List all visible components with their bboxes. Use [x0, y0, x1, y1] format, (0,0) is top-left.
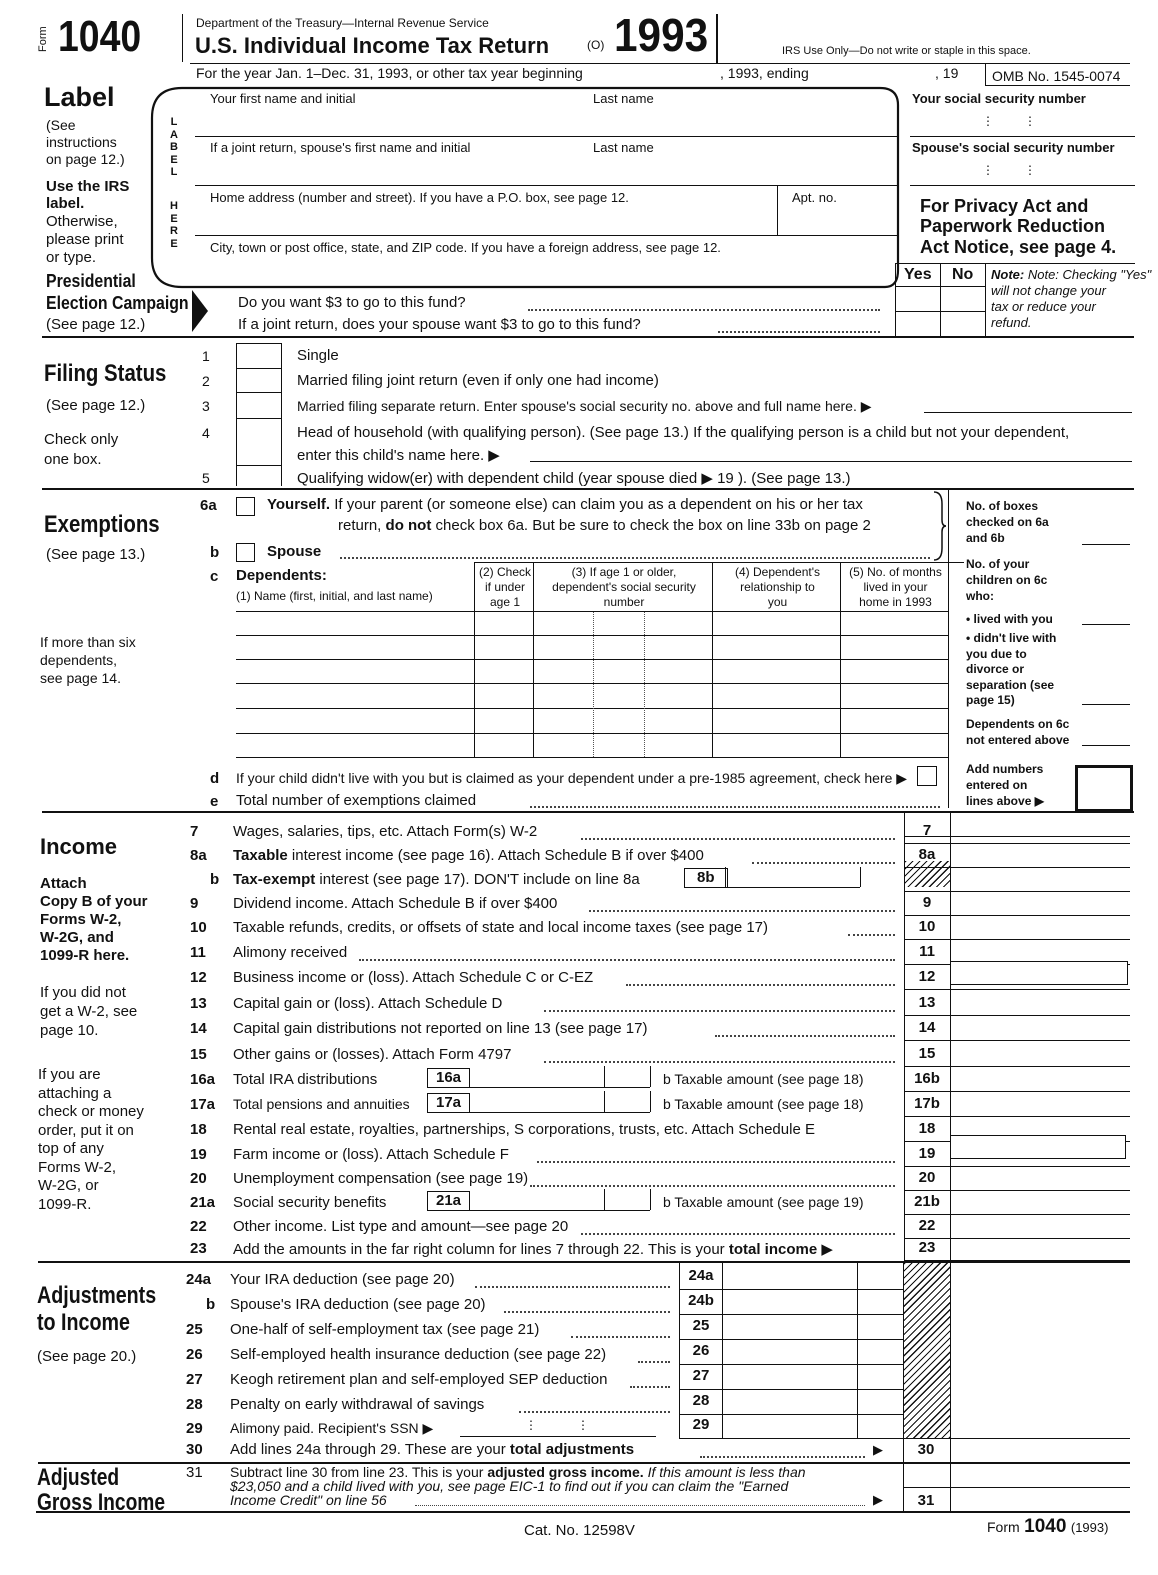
privacy-line-1: For Privacy Act and	[920, 196, 1089, 216]
income-line-text: Alimony received	[233, 944, 348, 961]
box-31: 31	[917, 1492, 935, 1509]
income-line-num: 16a	[190, 1071, 216, 1088]
adj-box-28: 28	[692, 1392, 710, 1409]
line-6d-num: d	[210, 770, 220, 787]
adj-box-27: 27	[692, 1367, 710, 1384]
income-line-text: Other gains or (losses). Attach Form 4797	[233, 1046, 512, 1063]
filing-num-4: 4	[202, 425, 210, 441]
income-line-text: Wages, salaries, tips, etc. Attach Form(s) W-2	[233, 823, 538, 840]
income-line-num: 13	[190, 995, 207, 1012]
line-6e-text: Total number of exemptions claimed	[236, 792, 477, 809]
adj-box-29: 29	[692, 1416, 710, 1433]
income-line-text: Add the amounts in the far right column for lines 7 through 22. This is your total income ▶	[233, 1241, 833, 1258]
income-line-text: Total pensions and annuities	[233, 1096, 410, 1112]
home-address-label: Home address (number and street). If you have a P.O. box, see page 12.	[210, 190, 629, 205]
pre1985-checkbox[interactable]	[917, 766, 937, 786]
adj-box-26: 26	[692, 1342, 710, 1359]
amount-field[interactable]	[951, 844, 1129, 866]
election-note-1: Note: Note: Checking "Yes"	[991, 267, 1152, 282]
label-on-page: on page 12.)	[46, 151, 125, 167]
line-6d-text: If your child didn't live with you but is claimed as your dependent under a pre-1985 agreement, check here ▶	[236, 770, 908, 786]
adjustments-heading-1: Adjustments	[37, 1282, 157, 1309]
filing-child-name: enter this child's name here. ▶	[297, 447, 500, 464]
amount-field[interactable]	[951, 916, 1129, 938]
line-6e-num: e	[210, 793, 219, 810]
no-w2-note: If you did not get a W-2, see page 10.	[40, 984, 138, 1039]
amount-field[interactable]	[951, 1068, 1129, 1090]
line-6b-num: b	[210, 544, 220, 561]
election-heading-2: Election Campaign	[46, 293, 189, 313]
adj-line-text: Add lines 24a through 29. These are your total adjustments	[230, 1441, 635, 1458]
taxable-amount-label: b Taxable amount (see page 18)	[663, 1071, 864, 1087]
box-8a: 8a	[918, 846, 936, 863]
income-line-num: 15	[190, 1046, 207, 1063]
total-exemptions-box[interactable]	[1075, 765, 1133, 812]
election-note-2: will not change your	[991, 283, 1106, 298]
dependents-label: Dependents:	[236, 567, 327, 584]
apt-no-label: Apt. no.	[792, 190, 837, 205]
or-type: or type.	[46, 249, 97, 266]
adj-amount-field[interactable]	[723, 1267, 856, 1289]
amount-field[interactable]	[951, 1215, 1129, 1237]
income-line-text: Rental real estate, royalties, partnerships, S corporations, trusts, etc. Attach Schedule E	[233, 1121, 815, 1138]
privacy-line-3: Act Notice, see page 4.	[920, 237, 1117, 257]
your-ssn-label: Your social security number	[912, 91, 1086, 106]
agi-heading-1: Adjusted	[37, 1464, 120, 1491]
income-line-num: 8a	[190, 847, 207, 864]
income-line-text: Social security benefits	[233, 1194, 387, 1211]
income-line-text: Total IRA distributions	[233, 1071, 378, 1088]
box-19: 19	[918, 1145, 936, 1162]
adj-amount-field[interactable]	[723, 1367, 856, 1389]
taxable-amount-label: b Taxable amount (see page 18)	[663, 1096, 864, 1112]
year-line-b: , 1993, ending	[720, 65, 809, 81]
filing-num-2: 2	[202, 373, 210, 389]
income-line-num: 12	[190, 969, 207, 986]
filing-single[interactable]: Single	[297, 347, 339, 364]
exemptions-see: (See page 13.)	[46, 546, 146, 563]
more-dependents-3: see page 14.	[40, 670, 121, 686]
adj-amount-field[interactable]	[723, 1342, 856, 1364]
adj-line-text: Alimony paid. Recipient's SSN ▶	[230, 1420, 434, 1436]
inner-21a: 21a	[427, 1191, 470, 1211]
election-see: (See page 12.)	[46, 316, 146, 333]
adj-line-num: 29	[186, 1420, 203, 1437]
income-line-num: 14	[190, 1020, 207, 1037]
amount-field[interactable]	[951, 1093, 1129, 1115]
box-18: 18	[918, 1120, 936, 1137]
use-irs-label-2: label.	[46, 195, 85, 212]
inner-16a: 16a	[427, 1068, 470, 1088]
amount-field[interactable]	[951, 892, 1129, 914]
box-16b: 16b	[914, 1070, 940, 1087]
tax-year: 1993	[614, 9, 709, 61]
yes-header: Yes	[904, 266, 932, 283]
amount-field[interactable]	[951, 941, 1129, 963]
adj-line-num: 24a	[186, 1271, 212, 1288]
more-dependents-2: dependents,	[40, 652, 118, 668]
box-9: 9	[922, 894, 932, 911]
box-23: 23	[918, 1239, 936, 1256]
attach-check-note: If you are attaching a check or money order, put it on top of any Forms W-2, W-2G, or 1099-R.	[38, 1066, 144, 1213]
adj-line-text: Spouse's IRA deduction (see page 20)	[230, 1296, 486, 1313]
box-11: 11	[919, 943, 935, 960]
filing-num-1: 1	[202, 348, 210, 364]
label-vertical-text: L A B E L	[170, 116, 178, 178]
income-line-num: 23	[190, 1240, 207, 1257]
election-heading-1: Presidential	[46, 271, 136, 291]
income-line-num: 21a	[190, 1194, 216, 1211]
adj-line-num: b	[206, 1296, 216, 1313]
arrow-right-icon: ▶	[873, 1442, 883, 1457]
side-didnt-live: • didn't live with you due to divorce or separation (see page 15)	[966, 631, 1057, 707]
form-title: U.S. Individual Income Tax Return	[195, 33, 550, 58]
dependents-col2: (2) Check if under age 1	[478, 565, 531, 609]
box-7: 7	[922, 822, 932, 839]
spouse-ssn-label: Spouse's social security number	[912, 140, 1115, 155]
dependents-col1: (1) Name (first, initial, and last name)	[236, 589, 433, 603]
inner-17a: 17a	[427, 1093, 470, 1113]
form-code: (O)	[587, 38, 605, 52]
ssn-separators: ⋮⋮	[982, 114, 1066, 128]
agi-line-2: $23,050 and a child lived with you, see page EIC-1 to find out if you can claim the "Earned	[230, 1478, 789, 1494]
side-children: No. of your children on 6c who:	[966, 557, 1048, 603]
income-line-num: 10	[190, 919, 207, 936]
side-add-numbers: Add numbers entered on lines above ▶	[966, 762, 1044, 808]
income-line-num: 9	[190, 895, 199, 912]
check-only-1: Check only	[44, 431, 119, 448]
dependents-col4: (4) Dependent's relationship to you	[734, 565, 820, 609]
line-6a-num: 6a	[200, 497, 217, 514]
adj-box-24a: 24a	[688, 1267, 714, 1284]
adj-amount-field[interactable]	[723, 1292, 856, 1314]
use-irs-label-1: Use the IRS	[46, 178, 130, 195]
box-13: 13	[918, 994, 936, 1011]
income-line-num: b	[210, 871, 220, 888]
hatched-area	[905, 861, 950, 887]
adj-amount-field[interactable]	[723, 1392, 856, 1414]
spouse-checkbox[interactable]	[236, 543, 255, 562]
filing-num-5: 5	[202, 470, 210, 486]
income-line-text: Unemployment compensation (see page 19)	[233, 1170, 529, 1187]
adj-line-text: Keogh retirement plan and self-employed SEP deduction	[230, 1371, 608, 1388]
income-line-text: Capital gain or (loss). Attach Schedule D	[233, 995, 503, 1012]
joint-first-name-label: If a joint return, spouse's first name and initial	[210, 140, 471, 155]
income-line-text: Business income or (loss). Attach Schedule C or C-EZ	[233, 969, 594, 986]
adj-box-25: 25	[692, 1317, 710, 1334]
more-dependents-1: If more than six	[40, 634, 136, 650]
label-instructions: instructions	[46, 134, 117, 150]
amount-field[interactable]	[951, 1167, 1129, 1189]
filing-head-household[interactable]: Head of household (with qualifying person). (See page 13.) If the qualifying person is a child but not your dependent,	[297, 424, 1070, 441]
otherwise: Otherwise,	[46, 213, 118, 230]
omb-number: OMB No. 1545-0074	[992, 68, 1121, 84]
income-line-text: Tax-exempt interest (see page 17). DON'T include on line 8a	[233, 871, 640, 888]
adj-box-24b: 24b	[688, 1292, 714, 1309]
election-question-2: If a joint return, does your spouse want $3 to go to this fund?	[238, 316, 641, 333]
yourself-line: Yourself. If your parent (or someone else) can claim you as a dependent on his or her tax	[267, 496, 863, 513]
attach-copy-b: Attach Copy B of your Forms W-2, W-2G, and 1099-R here.	[40, 875, 148, 964]
box-21b: 21b	[914, 1193, 940, 1210]
election-note-3: tax or reduce your	[991, 299, 1096, 314]
irs-use-only: IRS Use Only—Do not write or staple in this space.	[782, 45, 1031, 57]
department: Department of the Treasury—Internal Revenue Service	[196, 16, 489, 30]
privacy-line-2: Paperwork Reduction	[920, 216, 1106, 236]
agi-line-3: Income Credit" on line 56	[230, 1492, 387, 1508]
box-20: 20	[918, 1169, 936, 1186]
label-heading: Label	[44, 82, 115, 112]
box-14: 14	[918, 1019, 936, 1036]
line-12-extra	[950, 961, 1128, 985]
election-note-4: refund.	[991, 315, 1032, 330]
spouse-label: Spouse	[267, 543, 322, 560]
income-heading: Income	[40, 834, 118, 859]
income-line-num: 19	[190, 1146, 207, 1163]
adj-line-num: 26	[186, 1346, 203, 1363]
adj-line-num: 28	[186, 1396, 203, 1413]
box-30: 30	[917, 1441, 935, 1458]
year-line-c: , 19	[935, 65, 959, 81]
line-19-extra	[950, 1135, 1126, 1159]
taxable-amount-label: b Taxable amount (see page 19)	[663, 1194, 864, 1210]
agi-arrow: ▶	[873, 1492, 883, 1507]
line-6c-num: c	[210, 568, 219, 585]
filing-status-heading: Filing Status	[44, 360, 167, 387]
yourself-checkbox[interactable]	[236, 497, 255, 516]
filing-see: (See page 12.)	[46, 397, 146, 414]
amount-field[interactable]	[951, 1017, 1129, 1039]
income-line-text: Capital gain distributions not reported on line 13 (see page 17)	[233, 1020, 648, 1037]
arrow-right-icon	[192, 290, 210, 332]
agi-num: 31	[186, 1464, 203, 1481]
adjustments-heading-2: to Income	[37, 1309, 130, 1336]
label-see: (See	[46, 117, 76, 133]
agi-heading-2: Gross Income	[37, 1489, 166, 1516]
adj-line-num: 30	[186, 1441, 203, 1458]
exemptions-heading: Exemptions	[44, 511, 160, 538]
adj-line-text: Penalty on early withdrawal of savings	[230, 1396, 485, 1413]
inner-8b: 8b	[684, 868, 728, 888]
income-line-text: Other income. List type and amount—see page 20	[233, 1218, 569, 1235]
filing-widower[interactable]: Qualifying widow(er) with dependent child (year spouse died ▶ 19 ). (See page 13.)	[297, 470, 851, 487]
filing-separate[interactable]: Married filing separate return. Enter spouse's social security no. above and full name here. ▶	[297, 398, 872, 414]
adj-amount-field[interactable]	[723, 1416, 856, 1438]
amount-field[interactable]	[951, 1043, 1129, 1065]
box-22: 22	[918, 1217, 936, 1234]
box-10: 10	[918, 918, 936, 935]
form-label: Form	[37, 26, 49, 52]
form-number: 1040	[58, 12, 142, 61]
income-line-num: 11	[190, 944, 206, 961]
income-line-num: 7	[190, 823, 199, 840]
adj-line-text: One-half of self-employment tax (see page 21)	[230, 1321, 540, 1338]
income-line-num: 22	[190, 1218, 207, 1235]
dependent-ssn-separators	[593, 612, 645, 757]
recipient-ssn-separators: ⋮⋮	[525, 1418, 629, 1432]
no-header: No	[952, 266, 974, 283]
income-line-text: Taxable interest income (see page 16). Attach Schedule B if over $400	[233, 847, 704, 864]
catalog-number: Cat. No. 12598V	[524, 1522, 635, 1539]
brace-icon	[932, 490, 948, 562]
income-line-num: 20	[190, 1170, 207, 1187]
agi-line-1: Subtract line 30 from line 23. This is your adjusted gross income. If this amount is less than	[230, 1464, 806, 1480]
amount-field[interactable]	[951, 1237, 1129, 1259]
election-yes-checkbox[interactable]	[896, 288, 938, 310]
check-only-2: one box.	[44, 451, 102, 468]
dependents-col5: (5) No. of months lived in your home in 1993	[849, 565, 942, 609]
income-line-num: 18	[190, 1121, 207, 1138]
amount-field[interactable]	[951, 1191, 1129, 1213]
adj-line-text: Self-employed health insurance deduction (see page 22)	[230, 1346, 607, 1363]
first-name-label: Your first name and initial	[210, 91, 356, 106]
dependents-col3: (3) If age 1 or older, dependent's social security number	[552, 565, 696, 609]
box-17b: 17b	[914, 1095, 940, 1112]
adj-line-num: 25	[186, 1321, 203, 1338]
adj-amount-field[interactable]	[723, 1317, 856, 1339]
adj-line-text: Your IRA deduction (see page 20)	[230, 1271, 455, 1288]
please-print: please print	[46, 231, 124, 248]
adj-line-num: 27	[186, 1371, 203, 1388]
filing-joint[interactable]: Married filing joint return (even if only one had income)	[297, 372, 659, 389]
income-line-num: 17a	[190, 1096, 216, 1113]
income-line-text: Dividend income. Attach Schedule B if over $400	[233, 895, 558, 912]
side-boxes-checked: No. of boxes checked on 6a and 6b	[966, 499, 1049, 545]
last-name-label: Last name	[593, 91, 654, 106]
income-line-text: Taxable refunds, credits, or offsets of state and local income taxes (see page 17)	[233, 919, 769, 936]
city-label: City, town or post office, state, and ZIP code. If you have a foreign address, see page 12.	[210, 240, 721, 255]
side-dependents-not-entered: Dependents on 6c not entered above	[966, 717, 1070, 747]
election-question-1: Do you want $3 to go to this fund?	[238, 294, 466, 311]
year-line-a: For the year Jan. 1–Dec. 31, 1993, or other tax year beginning	[196, 65, 583, 81]
side-lived-with: • lived with you	[966, 612, 1053, 626]
filing-num-3: 3	[202, 398, 210, 414]
adjustments-see: (See page 20.)	[37, 1348, 137, 1365]
form-footer: Form 1040 (1993)	[987, 1516, 1109, 1537]
here-vertical-text: H E R E	[170, 200, 178, 250]
income-line-text: Farm income or (loss). Attach Schedule F	[233, 1146, 509, 1163]
spouse-ssn-separators: ⋮⋮	[982, 163, 1066, 177]
amount-field[interactable]	[951, 820, 1129, 842]
box-15: 15	[918, 1045, 936, 1062]
yourself-line-2: return, do not check box 6a. But be sure to check the box on line 33b on page 2	[338, 517, 871, 534]
adjustments-hatched-area	[904, 1263, 950, 1439]
box-12: 12	[918, 968, 936, 985]
amount-field[interactable]	[951, 992, 1129, 1014]
joint-last-name-label: Last name	[593, 140, 654, 155]
